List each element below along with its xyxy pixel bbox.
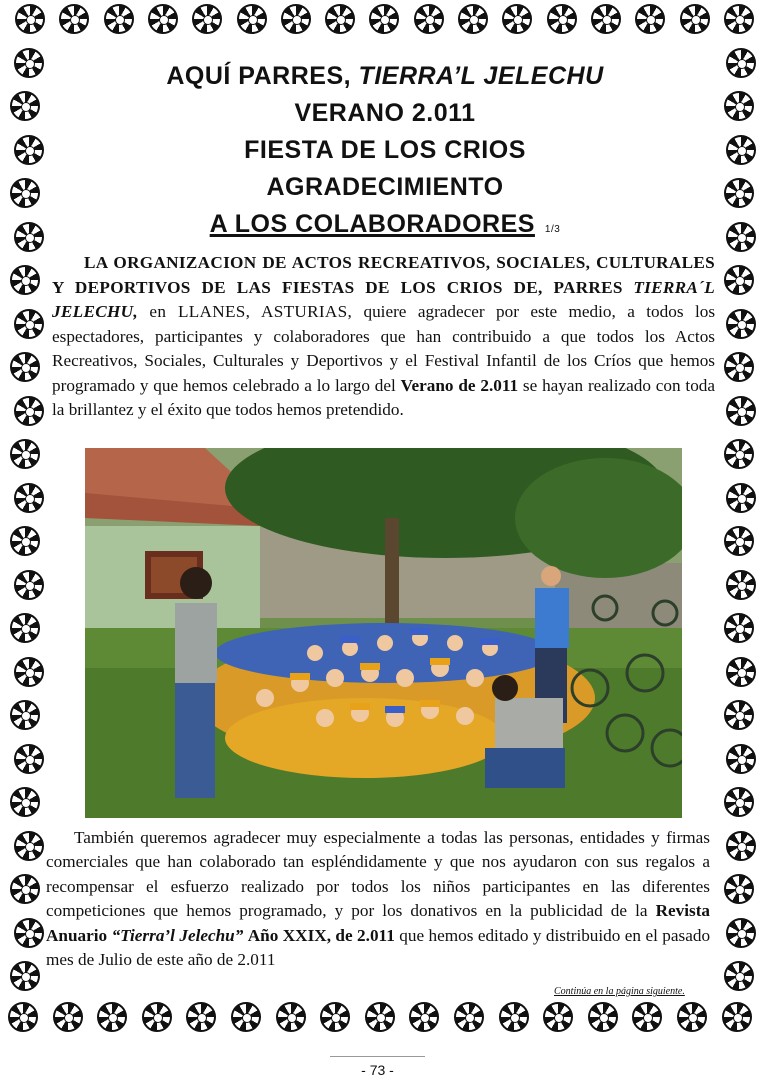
border-disc-icon — [677, 1002, 707, 1032]
border-disc-icon — [148, 4, 178, 34]
border-disc-icon — [10, 613, 40, 643]
title-line-3: FIESTA DE LOS CRIOS — [244, 136, 526, 164]
border-disc-icon — [59, 4, 89, 34]
border-disc-icon — [726, 918, 756, 948]
page-number: - 73 - — [361, 1062, 394, 1078]
border-disc-icon — [14, 222, 44, 252]
paragraph-2-bold: Revista Anuario — [46, 901, 711, 945]
border-disc-icon — [10, 787, 40, 817]
border-disc-icon — [10, 526, 40, 556]
paragraph-1-caps-italic: TIERRA´L JELECHU, — [52, 277, 716, 321]
paragraph-1-text: quiere agradecer por este medio, a todos los espectadores, participantes y colaboradores que han contribuido a que todos los Actos Recreativos, Sociales, Culturales y Deportivos y el Festival Infantil de los Críos que hemos programado y que hemos celebrado a lo largo del — [52, 302, 716, 395]
title-line-2: VERANO 2.011 — [294, 99, 476, 127]
border-disc-icon — [591, 4, 621, 34]
paragraph-1 — [52, 251, 715, 423]
border-disc-icon — [14, 483, 44, 513]
border-disc-icon — [10, 700, 40, 730]
border-disc-icon — [724, 526, 754, 556]
paragraph-2-text: También queremos agradecer muy especialmente a todas las personas, entidades y firmas comerciales que han colaborado tan espléndidamente y que nos ayudaron con sus regalos a recompensar el esfuerzo realizado por todos los niños participantes en las diferentes competiciones que hemos programado, y por los donativos en la publicidad de la — [46, 828, 710, 921]
border-disc-icon — [10, 91, 40, 121]
title-place: AQUÍ PARRES, — [166, 62, 352, 90]
border-disc-icon — [722, 1002, 752, 1032]
border-disc-icon — [186, 1002, 216, 1032]
border-disc-icon — [97, 1002, 127, 1032]
border-disc-icon — [632, 1002, 662, 1032]
title-line-4: AGRADECIMIENTO — [266, 173, 504, 201]
border-disc-icon — [724, 4, 754, 34]
title-line-1 — [60, 58, 710, 95]
border-disc-icon — [369, 4, 399, 34]
border-disc-icon — [588, 1002, 618, 1032]
group-photo — [85, 448, 682, 818]
paragraph-2-text-end: que hemos editado y distribuido en el pasado mes de Julio de este año de 2.011 — [46, 925, 711, 970]
border-disc-icon — [726, 744, 756, 774]
border-disc-icon — [14, 48, 44, 78]
border-disc-icon — [724, 91, 754, 121]
border-disc-icon — [10, 874, 40, 904]
border-disc-icon — [499, 1002, 529, 1032]
border-disc-icon — [724, 265, 754, 295]
border-disc-icon — [547, 4, 577, 34]
title-underlined: A LOS COLABORADORES — [209, 210, 535, 238]
border-disc-icon — [231, 1002, 261, 1032]
border-disc-icon — [724, 352, 754, 382]
border-disc-icon — [409, 1002, 439, 1032]
border-disc-icon — [14, 396, 44, 426]
page-fraction: 1/3 — [544, 224, 561, 235]
border-disc-icon — [724, 787, 754, 817]
border-disc-icon — [502, 4, 532, 34]
border-disc-icon — [680, 4, 710, 34]
border-disc-icon — [276, 1002, 306, 1032]
paragraph-2-bold-italic: “Tierra’l Jelechu” — [111, 925, 244, 945]
border-disc-icon — [543, 1002, 573, 1032]
border-disc-icon — [724, 961, 754, 991]
border-disc-icon — [458, 4, 488, 34]
border-disc-icon — [192, 4, 222, 34]
border-disc-icon — [724, 874, 754, 904]
border-disc-icon — [726, 48, 756, 78]
border-disc-icon — [10, 439, 40, 469]
border-disc-icon — [237, 4, 267, 34]
paragraph-1-location: en LLANES, ASTURIAS, — [149, 302, 353, 321]
border-disc-icon — [8, 1002, 38, 1032]
border-disc-icon — [14, 309, 44, 339]
border-disc-icon — [724, 439, 754, 469]
border-disc-icon — [14, 657, 44, 687]
border-disc-icon — [14, 744, 44, 774]
border-disc-icon — [14, 918, 44, 948]
border-disc-icon — [10, 352, 40, 382]
border-disc-icon — [142, 1002, 172, 1032]
paragraph-2 — [46, 826, 710, 972]
paragraph-1-text-end: se hayan realizado con toda la brillantez y el éxito que todos hemos pretendido. — [52, 375, 716, 419]
border-disc-icon — [724, 700, 754, 730]
title-block — [60, 58, 710, 248]
border-disc-icon — [726, 396, 756, 426]
border-disc-icon — [14, 135, 44, 165]
border-disc-icon — [10, 178, 40, 208]
border-disc-icon — [15, 4, 45, 34]
continue-note: Continúa en la página siguiente. — [554, 986, 685, 997]
border-disc-icon — [10, 265, 40, 295]
title-line-5 — [60, 206, 710, 248]
paragraph-1-bold: Verano de 2.011 — [400, 375, 519, 395]
border-disc-icon — [281, 4, 311, 34]
border-disc-icon — [724, 613, 754, 643]
photo-illustration — [85, 448, 682, 818]
border-disc-icon — [14, 831, 44, 861]
border-disc-icon — [454, 1002, 484, 1032]
border-disc-icon — [635, 4, 665, 34]
border-disc-icon — [104, 4, 134, 34]
border-disc-icon — [726, 831, 756, 861]
border-disc-icon — [726, 483, 756, 513]
border-disc-icon — [414, 4, 444, 34]
title-place-italic: TIERRA’L JELECHU — [358, 62, 604, 90]
border-disc-icon — [325, 4, 355, 34]
border-disc-icon — [320, 1002, 350, 1032]
border-disc-icon — [10, 961, 40, 991]
page-number-rule — [330, 1056, 425, 1057]
border-disc-icon — [726, 657, 756, 687]
border-disc-icon — [365, 1002, 395, 1032]
border-disc-icon — [726, 570, 756, 600]
border-disc-icon — [14, 570, 44, 600]
paragraph-2-bold-year: Año XXIX, de 2.011 — [247, 925, 395, 945]
border-disc-icon — [53, 1002, 83, 1032]
border-disc-icon — [724, 178, 754, 208]
paragraph-1-caps: LA ORGANIZACION DE ACTOS RECREATIVOS, SOCIALES, CULTURALES Y DEPORTIVOS DE LAS FIESTAS DE LOS CRIOS DE, PARRES — [52, 253, 715, 297]
border-disc-icon — [726, 309, 756, 339]
border-disc-icon — [726, 222, 756, 252]
border-disc-icon — [726, 135, 756, 165]
